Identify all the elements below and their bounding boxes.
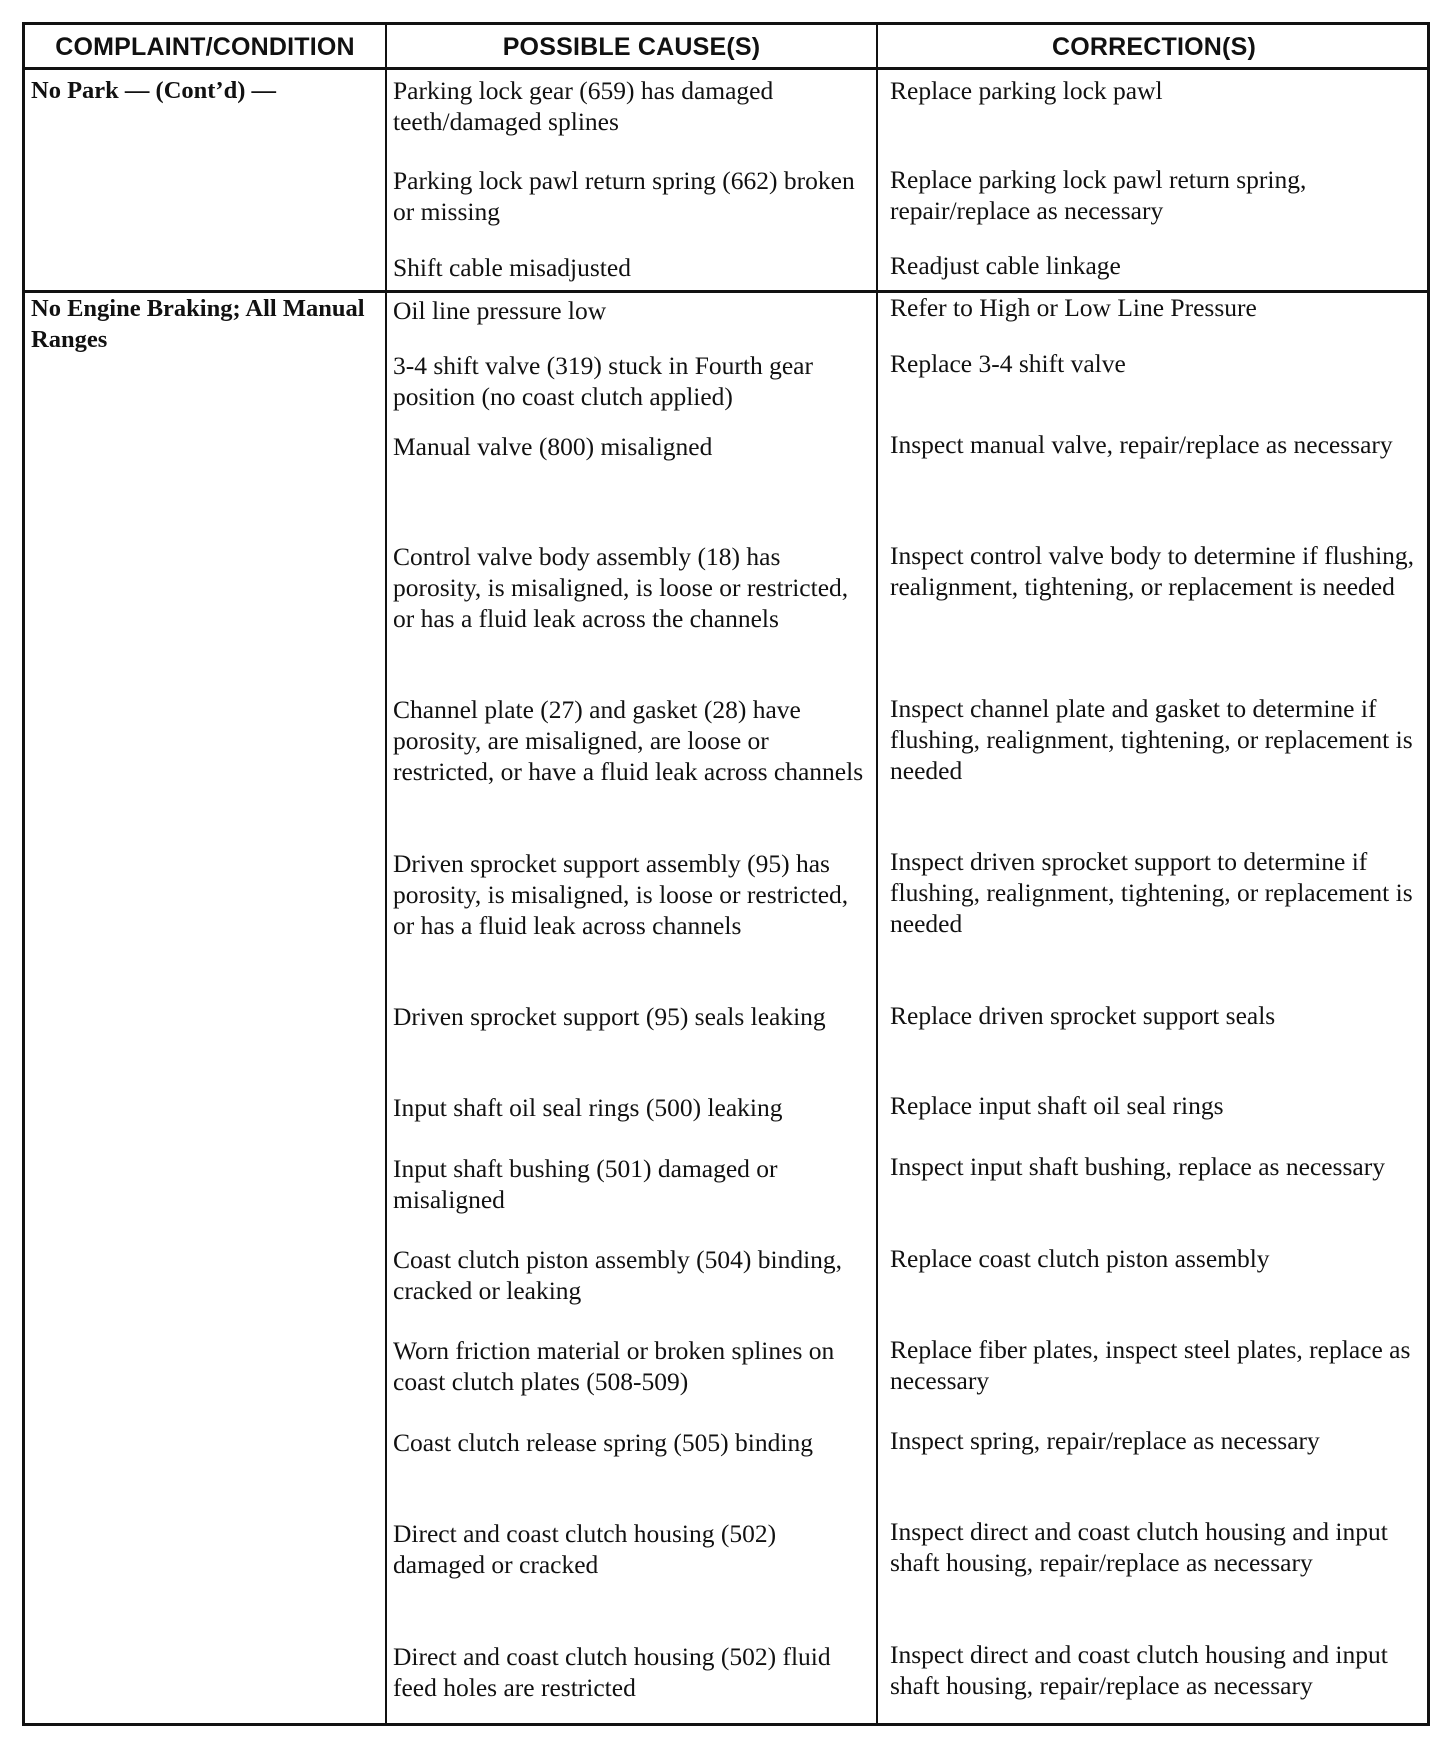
correction-cell: Replace input shaft oil seal rings (890, 1091, 1224, 1120)
correction-cell: Replace coast clutch piston assembly (890, 1244, 1270, 1273)
correction-cell: Replace fiber plates, inspect steel plates, replace as necessary (890, 1335, 1411, 1395)
correction-cell: Inspect direct and coast clutch housing and input shaft housing, repair/replace as necessary (890, 1640, 1388, 1700)
cause-cell: Channel plate (27) and gasket (28) have porosity, are misaligned, are loose or restricted, or have a fluid leak across channels (393, 695, 864, 786)
condition-no-park: No Park — (Cont’d) — (31, 77, 276, 104)
cause-cell: Direct and coast clutch housing (502) damaged or cracked (393, 1519, 777, 1579)
cause-cell: Input shaft bushing (501) damaged or misaligned (393, 1154, 778, 1214)
cause-cell: 3-4 shift valve (319) stuck in Fourth gear position (no coast clutch applied) (393, 351, 813, 411)
correction-cell: Inspect manual valve, repair/replace as necessary (890, 430, 1393, 459)
correction-cell: Replace parking lock pawl return spring, repair/replace as necessary (890, 165, 1307, 225)
header-correction: CORRECTION(S) (1052, 32, 1256, 61)
cause-cell: Driven sprocket support assembly (95) has porosity, is misaligned, is loose or restricted, or has a fluid leak across channels (393, 849, 849, 940)
correction-cell: Refer to High or Low Line Pressure (890, 293, 1257, 322)
cause-cell: Manual valve (800) misaligned (393, 432, 713, 461)
diagnosis-table (22, 22, 1430, 1726)
correction-cell: Inspect channel plate and gasket to determine if flushing, realignment, tightening, or replacement is needed (890, 694, 1413, 785)
correction-cell: Inspect control valve body to determine if flushing, realignment, tightening, or replacement is needed (890, 541, 1415, 601)
cause-cell: Worn friction material or broken splines on coast clutch plates (508-509) (393, 1336, 835, 1396)
cause-cell: Driven sprocket support (95) seals leaking (393, 1002, 826, 1031)
cause-cell: Oil line pressure low (393, 296, 607, 325)
cause-cell: Direct and coast clutch housing (502) fluid feed holes are restricted (393, 1642, 831, 1702)
cause-cell: Coast clutch piston assembly (504) binding, cracked or leaking (393, 1245, 843, 1305)
cause-cell: Parking lock pawl return spring (662) broken or missing (393, 166, 855, 226)
correction-cell: Replace driven sprocket support seals (890, 1001, 1276, 1030)
correction-cell: Inspect spring, repair/replace as necessary (890, 1426, 1320, 1455)
header-divider (25, 67, 1427, 70)
cause-cell: Control valve body assembly (18) has porosity, is misaligned, is loose or restricted, or has a fluid leak across the channels (393, 542, 849, 633)
correction-cell: Inspect direct and coast clutch housing and input shaft housing, repair/replace as necessary (890, 1517, 1388, 1577)
cause-cell: Input shaft oil seal rings (500) leaking (393, 1093, 783, 1122)
header-complaint: COMPLAINT/CONDITION (55, 32, 355, 61)
correction-cell: Replace 3-4 shift valve (890, 349, 1126, 378)
column-divider (876, 25, 878, 1723)
cause-cell: Parking lock gear (659) has damaged teeth/damaged splines (393, 76, 774, 136)
correction-cell: Replace parking lock pawl (890, 76, 1163, 105)
correction-cell: Inspect input shaft bushing, replace as necessary (890, 1152, 1385, 1181)
column-divider (385, 25, 387, 1723)
cause-cell: Shift cable misadjusted (393, 253, 631, 282)
correction-cell: Readjust cable linkage (890, 251, 1121, 280)
cause-cell: Coast clutch release spring (505) binding (393, 1428, 813, 1457)
condition-no-engine-braking: No Engine Braking; All Manual Ranges (31, 295, 365, 353)
header-cause: POSSIBLE CAUSE(S) (502, 32, 761, 61)
correction-cell: Inspect driven sprocket support to determine if flushing, realignment, tightening, or replacement is needed (890, 847, 1413, 938)
